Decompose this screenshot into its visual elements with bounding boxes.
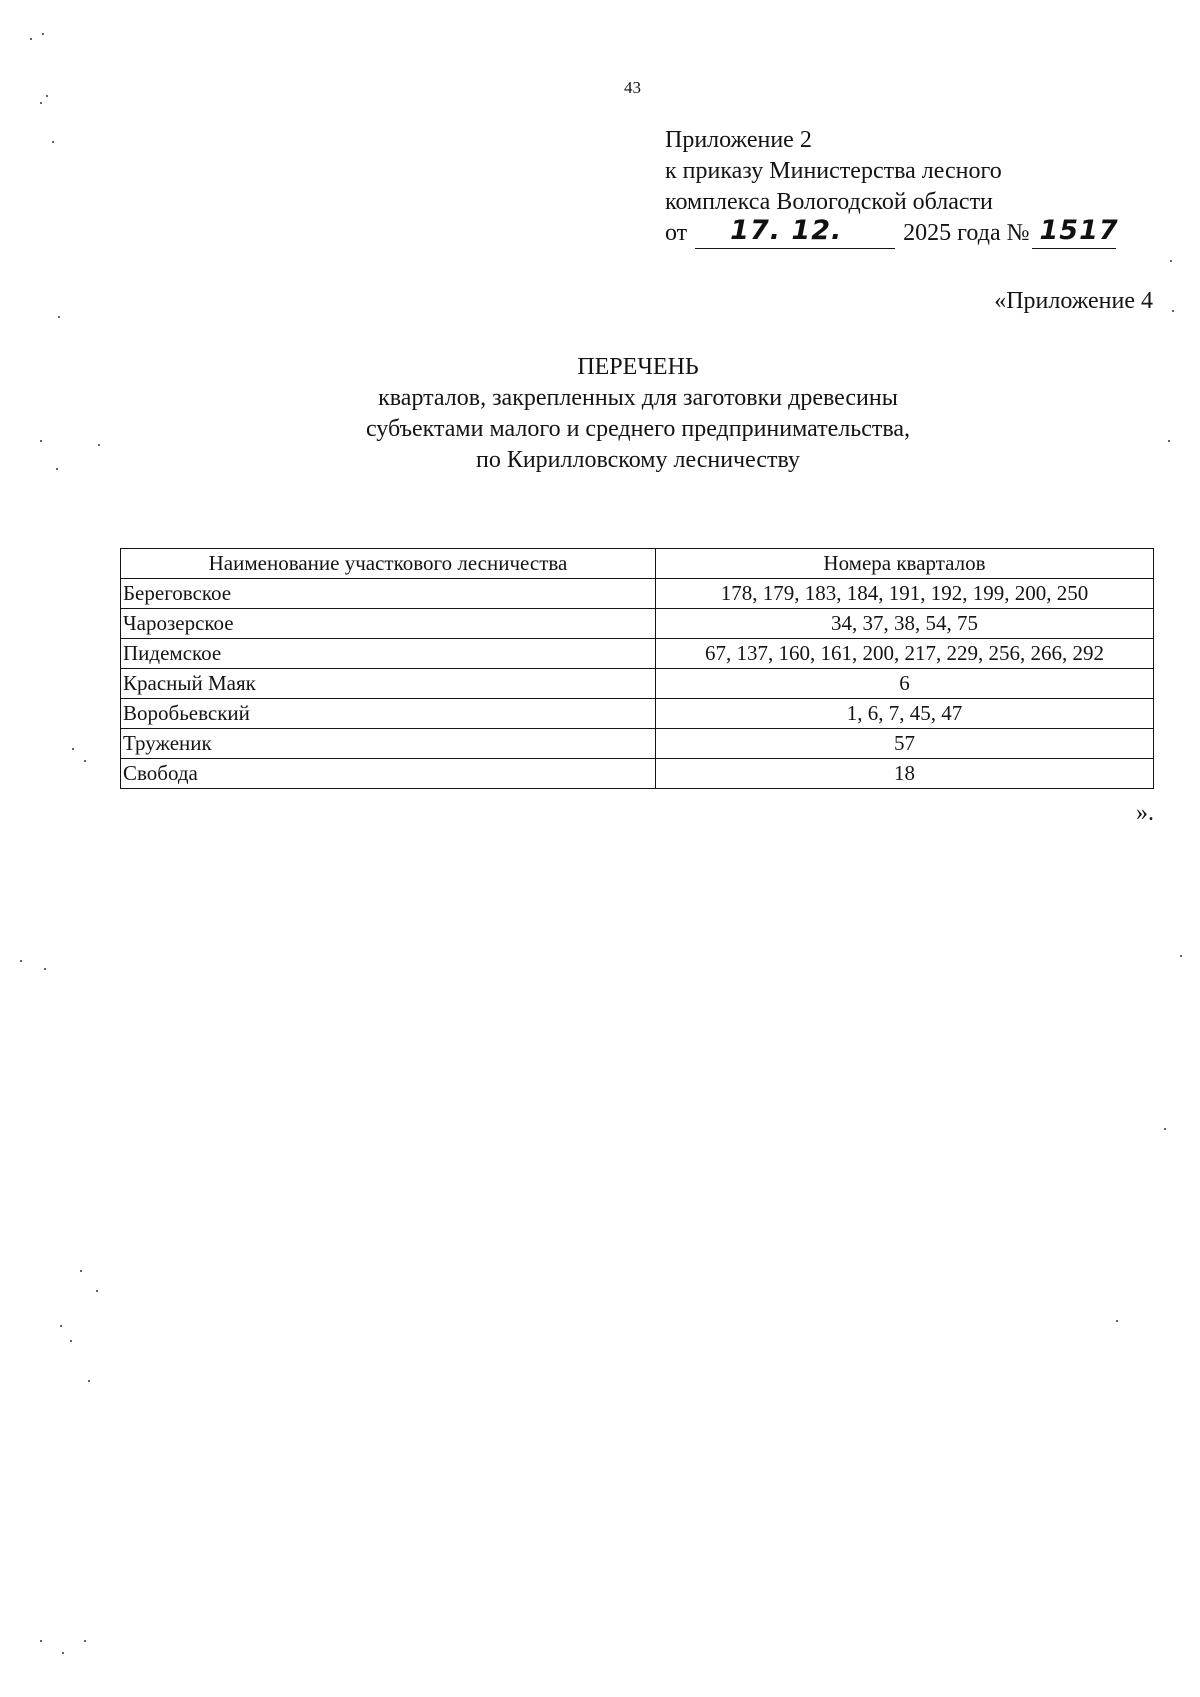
scan-speck [56, 468, 58, 470]
scan-speck [96, 1290, 98, 1292]
quarter-numbers-cell: 67, 137, 160, 161, 200, 217, 229, 256, 266, 292 [656, 639, 1154, 669]
scan-speck [1168, 440, 1170, 442]
scan-speck [52, 141, 54, 143]
header-quarter-numbers: Номера кварталов [656, 549, 1154, 579]
forestry-name-cell: Воробьевский [121, 699, 656, 729]
title-heading: ПЕРЕЧЕНЬ [577, 354, 699, 380]
scan-speck [98, 444, 100, 446]
scan-speck [84, 760, 86, 762]
date-blank [695, 215, 895, 249]
table-row [121, 609, 1154, 639]
order-date-line [665, 215, 1119, 249]
number-blank [1032, 215, 1119, 249]
attachment-line-1: Приложение 2 [665, 127, 812, 153]
table-row [121, 639, 1154, 669]
scan-speck [58, 316, 60, 318]
forestry-name-cell: Красный Маяк [121, 669, 656, 699]
scan-speck [1164, 1128, 1166, 1130]
table-row [121, 729, 1154, 759]
scan-speck [1172, 310, 1174, 312]
scan-speck [1180, 955, 1182, 957]
scan-speck [30, 38, 32, 40]
scan-speck [60, 1325, 62, 1327]
from-label: от [665, 220, 688, 246]
table-row [121, 699, 1154, 729]
annex-reference: «Приложение 4 [994, 288, 1153, 314]
quarter-numbers-cell: 1, 6, 7, 45, 47 [656, 699, 1154, 729]
scan-speck [40, 440, 42, 442]
header-forestry-name: Наименование участкового лесничества [121, 549, 656, 579]
scan-speck [80, 1270, 82, 1272]
forestry-name-cell: Береговское [121, 579, 656, 609]
forestry-name-cell: Чарозерское [121, 609, 656, 639]
scan-speck [20, 960, 22, 962]
handwritten-date: 17. 12. [730, 215, 843, 246]
table-header-row [121, 549, 1154, 579]
handwritten-number: 1517 [1039, 215, 1119, 246]
document-title [0, 352, 1200, 476]
title-line-2: субъектами малого и среднего предпринимательства, [365, 416, 911, 442]
quarter-numbers-cell: 178, 179, 183, 184, 191, 192, 199, 200, 250 [656, 579, 1154, 609]
scan-speck [70, 1340, 72, 1342]
scan-speck [1116, 1320, 1118, 1322]
scan-speck [84, 1640, 86, 1642]
scan-speck [88, 1380, 90, 1382]
scan-speck [44, 968, 46, 970]
quarter-numbers-cell: 34, 37, 38, 54, 75 [656, 609, 1154, 639]
table-row [121, 579, 1154, 609]
attachment-line-3: комплекса Вологодской области [665, 189, 993, 215]
scan-speck [40, 1640, 42, 1642]
title-line-3: по Кирилловскому лесничеству [475, 447, 801, 473]
quarter-numbers-cell: 18 [656, 759, 1154, 789]
scan-speck [72, 748, 74, 750]
page-number: 43 [624, 78, 641, 97]
year-number-label: 2025 года № [903, 220, 1030, 246]
scan-speck [1170, 260, 1172, 262]
scan-speck [46, 95, 48, 97]
quarter-numbers-cell: 57 [656, 729, 1154, 759]
scan-speck [62, 1652, 64, 1654]
scan-speck [40, 102, 42, 104]
title-line-1: кварталов, закрепленных для заготовки древесины [378, 385, 898, 411]
forestry-name-cell: Пидемское [121, 639, 656, 669]
table-row [121, 669, 1154, 699]
scan-speck [42, 33, 44, 35]
attachment-block [665, 125, 1119, 249]
forestry-name-cell: Свобода [121, 759, 656, 789]
closing-quote: ». [1136, 800, 1154, 826]
forestry-name-cell: Труженик [121, 729, 656, 759]
quarter-numbers-cell: 6 [656, 669, 1154, 699]
quarters-table [120, 548, 1154, 789]
table-row [121, 759, 1154, 789]
attachment-line-2: к приказу Министерства лесного [665, 158, 1002, 184]
